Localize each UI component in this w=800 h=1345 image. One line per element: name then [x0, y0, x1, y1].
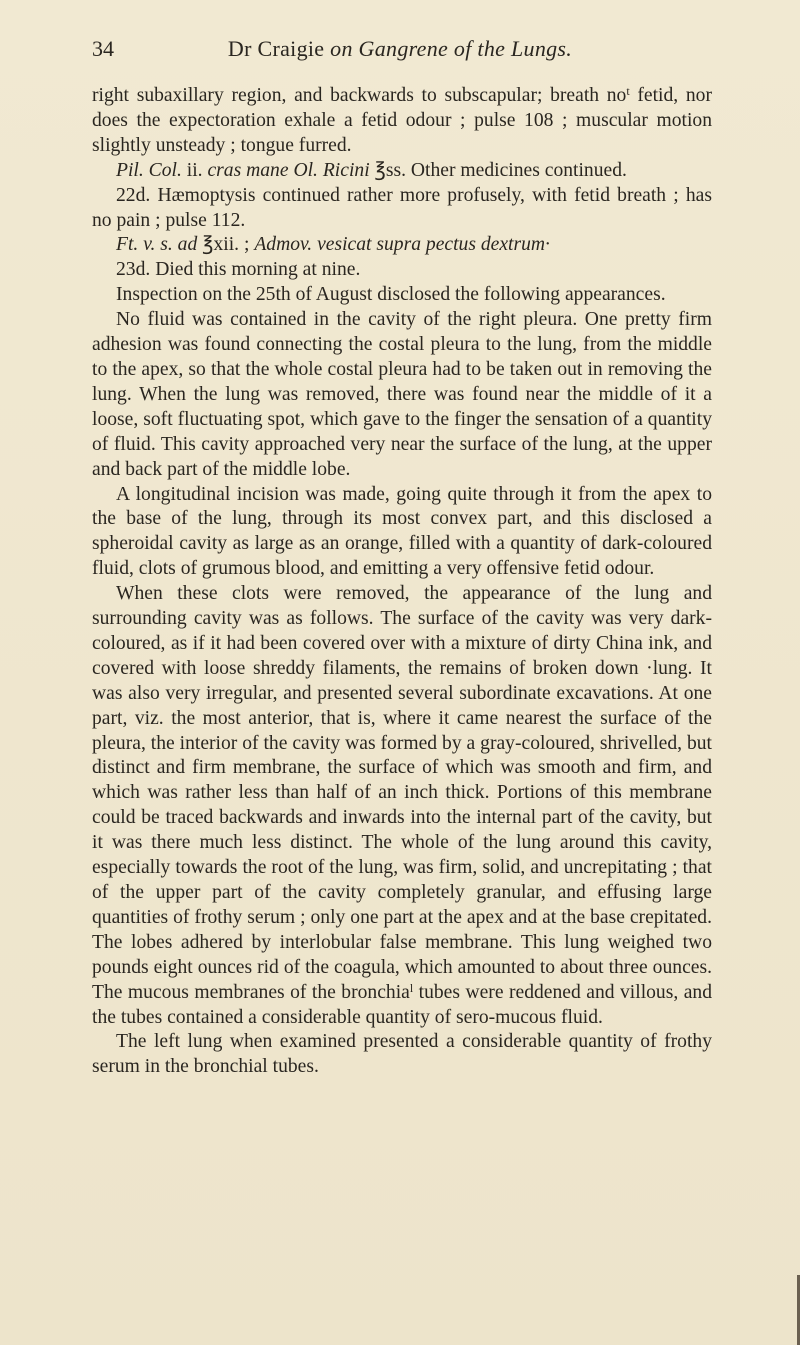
paragraph: Inspection on the 25th of August disclosed the following appearances.: [116, 284, 666, 306]
page-number: 34: [92, 36, 114, 61]
page-header: [0, 36, 800, 68]
paragraph: When these clots were removed, the appearance of the lung and surrounding cavity was as follows. The surface of the cavity was very dark-coloured, as if it had been covered over with a mixture of dirty China ink, and covered with loose shreddy filaments, the remains of broken down ·lung. It was also very irregular, and presented several subordinate excavations. At one part, viz. the most anterior, that is, where it came nearest the surface of the pleura, the interior of the cavity was formed by a gray-coloured, shrivelled, but distinct and firm membrane, the surface of which was smooth and firm, and which was rather less than half of an inch thick. Portions of this membrane could be traced backwards and inwards into the internal part of the cavity, but it was there much less distinct. The whole of the lung around this cavity, especially towards the root of the lung, was firm, solid, and uncrepitating ; that of the upper part of the cavity completely granular, and effusing large quantities of frothy serum ; only one part at the apex and at the base crepitated. The lobes adhered by interlobular false membrane. This lung weighed two pounds eight ounces rid of the coagula, which amounted to about three ounces. The mucous membranes of the bronchia$^l$ tubes were reddened and villous, and the tubes contained a considerable quantity of sero-mucous fluid.: [92, 583, 713, 1028]
running-head: [0, 36, 800, 62]
paragraph: 23d. Died this morning at nine.: [116, 259, 361, 281]
paragraph-prescription: Pil. Col. ii. cras mane Ol. Ricini ℥ss. Other medicines continued.: [116, 159, 627, 181]
paragraph: 22d. Hæmoptysis continued rather more profusely, with fetid breath ; has no pain ; pulse 112.: [92, 184, 712, 231]
running-head-on: on: [324, 36, 359, 61]
running-head-author: Dr Craigie: [227, 36, 325, 61]
paragraph: No fluid was contained in the cavity of the right pleura. One pretty firm adhesion was found connecting the costal pleura to the lung, from the middle to the apex, so that the whole costal pleura had to be taken out in removing the lung. When the lung was removed, there was found near the middle of it a loose, soft fluctuating spot, which gave to the finger the sensation of a quantity of fluid. This cavity approached very near the surface of the lung, at the upper and back part of the middle lobe.: [92, 309, 712, 480]
paragraph: The left lung when examined presented a considerable quantity of frothy serum in the bronchial tubes.: [92, 1031, 712, 1078]
body-text: [92, 84, 712, 1080]
running-head-subject: Gangrene of the Lungs.: [358, 36, 573, 61]
paragraph: right subaxillary region, and backwards to subscapular; breath $no^t$ fetid, nor does the expectoration exhale a fetid odour ; pulse 108 ; muscular motion slightly unsteady ; tongue furred.: [92, 84, 712, 156]
paragraph: A longitudinal incision was made, going quite through it from the apex to the base of the lung, through its most convex part, and this disclosed a spheroidal cavity as large as an orange, filled with a quantity of dark-coloured fluid, clots of grumous blood, and emitting a very offensive fetid odour.: [92, 483, 712, 580]
paragraph-prescription: Ft. v. s. ad ℥xii. ; Admov. vesicat supra pectus dextrum·: [116, 234, 550, 256]
